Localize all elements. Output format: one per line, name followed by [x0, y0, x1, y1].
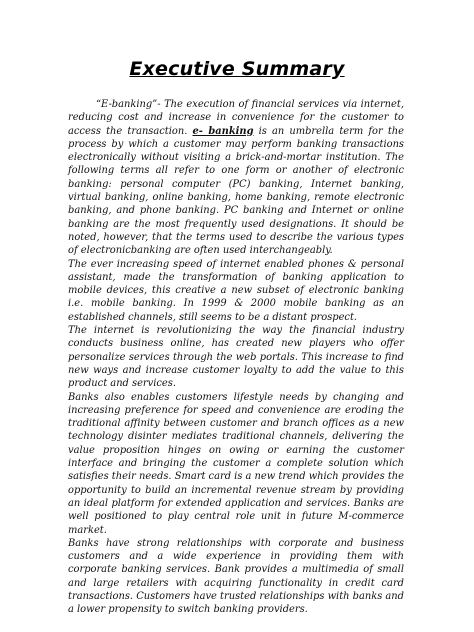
ebanking-term: e- banking	[192, 125, 254, 137]
paragraph-internet-revolution: The internet is revolutionizing the way the financial industry conducts business online, has created new players who offer personalize services through the web portals. This increase to find new ways and increase customer loyalty to add the value to this product and services.	[68, 325, 404, 390]
paragraph-rest-text: is an umbrella term for the process by which a customer may perform banking transactions electronically without visiting a brick-and-mortar institution. The following terms all refer to one form or another of electronic banking: personal computer (PC) banking, Internet banking, virtual banking, online banking, home banking, remote electronic banking, and phone banking. PC banking and Internet or online banking are the most frequently used designations. It should be noted, however, that the terms used to describe the various types of electronicbanking are often used interchangeably.	[68, 125, 405, 257]
paragraph-intro-text: “E-banking”- The execution of financial services via internet, reducing cost and increase in convenience for the customer to access the transaction.	[68, 99, 404, 137]
paragraph-customer-lifestyle: Banks also enables customers lifestyle needs by changing and increasing preference for speed and convenience are eroding the traditional affinity between customer and branch offices as a new technology disinter mediates traditional channels, delivering the value proposition hinges on owing or earning the customer interface and bringing the customer a complete solution which satisfies their needs. Smart card is a new trend which provides the opportunity to build an incremental revenue stream by providing an ideal platform for extended application and services. Banks are well positioned to play central role unit in future M-commerce market.	[68, 391, 404, 536]
paragraph-mobile-banking: The ever increasing speed of internet enabled phones & personal assistant, made the transformation of banking application to mobile devices, this creative a new subset of electronic banking i.e. mobile banking. In 1999 & 2000 mobile banking as an established channels, still seems to be a distant prospect.	[68, 258, 404, 323]
paragraph-ebanking-definition	[68, 98, 404, 258]
document-body	[68, 98, 404, 617]
page-title: Executive Summary	[129, 58, 345, 80]
paragraph-corporate-relationships: Banks have strong relationships with corporate and business customers and a wide experience in providing them with corporate banking services. Bank provides a multimedia of small and large retailers with acquiring functionality in credit card transactions. Customers have trusted relationships with banks and a lower propensity to switch banking providers.	[68, 537, 404, 616]
